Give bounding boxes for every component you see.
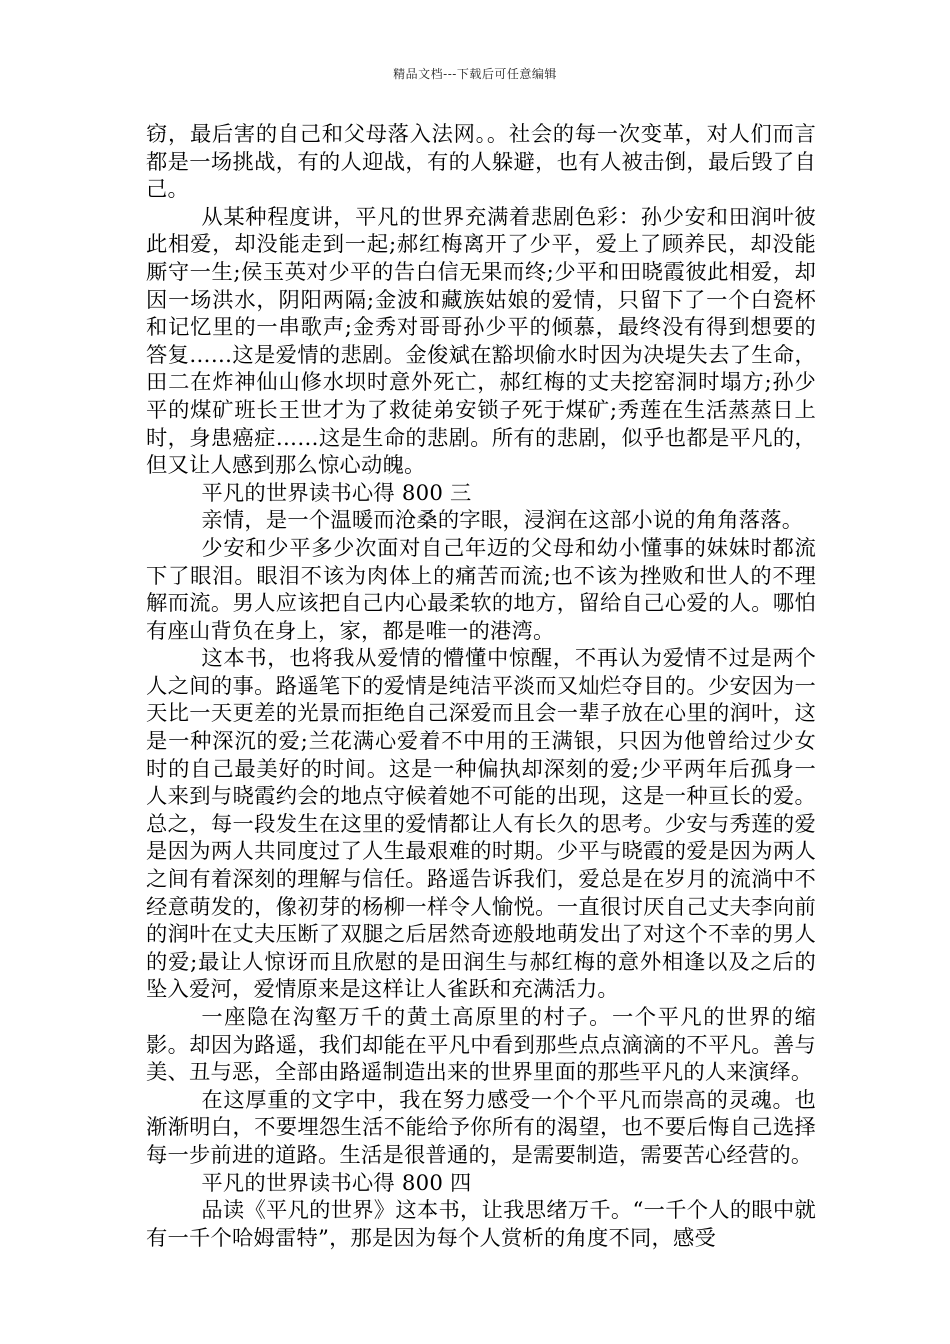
document-body: [146, 121, 816, 1252]
paragraph-3: 亲情，是一个温暖而沧桑的字眼，浸润在这部小说的角角落落。: [201, 508, 804, 534]
section-heading-3: 平凡的世界读书心得 800 三: [201, 480, 472, 506]
section-heading-4: 平凡的世界读书心得 800 四: [201, 1170, 472, 1196]
paragraph-1: 窃，最后害的自己和父母落入法网。。社会的每一次变革，对人们而言都是一场挑战，有的人迎战，有的人躲避，也有人被击倒，最后毁了自己。: [146, 122, 816, 203]
paragraph-8: 品读《平凡的世界》这本书，让我思绪万千。“一千个人的眼中就有一千个哈姆雷特”，那是因为每个人赏析的角度不同，感受: [146, 1198, 816, 1251]
paragraph-2: 从某种程度讲，平凡的世界充满着悲剧色彩：孙少安和田润叶彼此相爱，却没能走到一起;郝红梅离开了少平，爱上了顾养民，却没能厮守一生;侯玉英对少平的告白信无果而终;少平和田晓霞彼此相爱，却因一场洪水，阴阳两隔;金波和藏族姑娘的爱情，只留下了一个白瓷杯和记忆里的一串歌声;金秀对哥哥孙少平的倾慕，最终没有得到想要的答复……这是爱情的悲剧。金俊斌在豁坝偷水时因为决堤失去了生命，田二在炸神仙山修水坝时意外死亡，郝红梅的丈夫挖窑洞时塌方;孙少平的煤矿班长王世才为了救徒弟安锁子死于煤矿;秀莲在生活蒸蒸日上时，身患癌症……这是生命的悲剧。所有的悲剧，似乎也都是平凡的，但又让人感到那么惊心动魄。: [146, 204, 816, 479]
paragraph-5: 这本书，也将我从爱情的懵懂中惊醒，不再认为爱情不过是两个人之间的事。路遥笔下的爱情是纯洁平淡而又灿烂夺目的。少安因为一天比一天更差的光景而拒绝自己深爱而且会一辈子放在心里的润叶，这是一种深沉的爱;兰花满心爱着不中用的王满银，只因为他曾给过少女时的自己最美好的时间。这是一种偏执却深刻的爱;少平两年后孤身一人来到与晓霞约会的地点守候着她不可能的出现，这是一种亘长的爱。总之，每一段发生在这里的爱情都让人有长久的思考。少安与秀莲的爱是因为两人共同度过了人生最艰难的时期。少平与晓霞的爱是因为两人之间有着深刻的理解与信任。路遥告诉我们，爱总是在岁月的流淌中不经意萌发的，像初芽的杨柳一样令人愉悦。一直很讨厌自己丈夫李向前的润叶在丈夫压断了双腿之后居然奇迹般地萌发出了对这个不幸的男人的爱;最让人惊讶而且欣慰的是田润生与郝红梅的意外相逢以及之后的坠入爱河，爱情原来是这样让人雀跃和充满活力。: [146, 646, 816, 1003]
paragraph-6: 一座隐在沟壑万千的黄土高原里的村子。一个平凡的世界的缩影。却因为路遥，我们却能在平凡中看到那些点点滴滴的不平凡。善与美、丑与恶，全部由路遥制造出来的世界里面的那些平凡的人来演绎。: [146, 1005, 816, 1086]
paragraph-7: 在这厚重的文字中，我在努力感受一个个平凡而崇高的灵魂。也渐渐明白，不要埋怨生活不能给予你所有的渴望，也不要后悔自己选择每一步前进的道路。生活是很普通的，是需要制造，需要苦心经营的。: [146, 1087, 816, 1168]
paragraph-4: 少安和少平多少次面对自己年迈的父母和幼小懂事的妹妹时都流下了眼泪。眼泪不该为肉体上的痛苦而流;也不该为挫败和世人的不理解而流。男人应该把自己内心最柔软的地方，留给自己心爱的人。哪怕有座山背负在身上，家，都是唯一的港湾。: [146, 535, 816, 644]
page-header: 精品文档---下载后可任意编辑: [393, 67, 557, 81]
